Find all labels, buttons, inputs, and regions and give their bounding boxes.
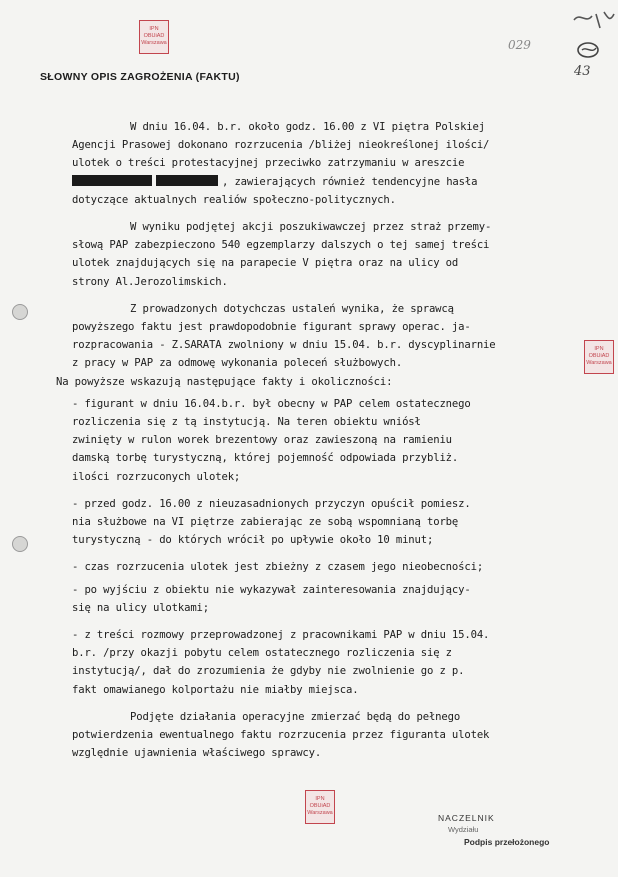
document-title: SŁOWNY OPIS ZAGROŻENIA (FAKTU) bbox=[40, 71, 240, 83]
list-item: - po wyjściu z obiektu nie wykazywał zainteresowania znajdujący- się na ulicy ulotkami; bbox=[72, 583, 471, 614]
paragraph-1: W dniu 16.04. b.r. około godz. 16.00 z VI piętra Polskiej Agencji Prasowej dokonano rozrzucenia /bliżej nieokreślonej ilości/ ulotek o treści protestacyjnej przeciwko zatrzymaniu w areszcie , zawierających również tendencyjne hasła dotyczące aktualnych realiów społeczno-politycznych. bbox=[72, 121, 490, 206]
document-body bbox=[56, 118, 594, 763]
ipn-stamp-bottom: IPN OBUiAD Warszawa bbox=[305, 790, 335, 824]
ipn-stamp-top: IPN OBUiAD Warszawa bbox=[139, 20, 169, 54]
list-item: - czas rozrzucenia ulotek jest zbieżny z czasem jego nieobecności; bbox=[72, 561, 484, 574]
archive-number-annotation: 029 bbox=[508, 38, 531, 52]
paragraph-2: W wyniku podjętej akcji poszukiwawczej przez straż przemy- słową PAP zabezpieczono 540 egzemplarzy dalszych o tej samej treści ulotek znajdujących się na parapecie V piętra oraz na ulicy od strony Al.Jerozolimskich. bbox=[72, 221, 492, 288]
punch-hole-top bbox=[12, 304, 28, 320]
signature-block bbox=[438, 812, 588, 848]
list-item: - przed godz. 16.00 z nieuzasadnionych przyczyn opuścił pomiesz. nia służbowe na VI piętrze zabierając ze sobą wspomnianą torbę turystyczną - do których wrócił po upływie około 10 minut; bbox=[72, 497, 471, 547]
paragraph-4: Podjęte działania operacyjne zmierzać będą do pełnego potwierdzenia ewentualnego faktu rozrzucenia przez figuranta ulotek względnie ujawnienia właściwego sprawcy. bbox=[72, 710, 490, 760]
page-number-annotation: 43 bbox=[574, 64, 591, 79]
punch-hole-bottom bbox=[12, 536, 28, 552]
list-item: - figurant w dniu 16.04.b.r. był obecny w PAP celem ostatecznego rozliczenia się z tą instytucją. Na teren obiektu wniósł zwinięty w rulon worek brezentowy oraz zawieszoną na ramieniu damską torbę turystyczną, której pojemność odpowiada przybliż. ilości rozrzuconych ulotek; bbox=[72, 397, 471, 483]
ipn-stamp-right: IPN OBUiAD Warszawa bbox=[584, 340, 614, 374]
redaction-block bbox=[72, 175, 152, 186]
signature-caption: Podpis przełożonego bbox=[464, 837, 550, 847]
list-item: - z treści rozmowy przeprowadzonej z pracownikami PAP w dniu 15.04. b.r. /przy okazji pobytu celem ostatecznego rozliczenia się z instytucją/, dał do zrozumienia że gdyby nie zwolnienie go z p. fakt omawianego kolportażu nie miałby miejsca. bbox=[72, 629, 490, 696]
paragraph-3: Z prowadzonych dotychczas ustaleń wynika, że sprawcą powyższego faktu jest prawdopodobnie figurant sprawy operac. ja- rozpracowania - Z.SARATA zwolniony w dniu 15.04. b.r. dyscyplinarnie z pracy w PAP za odmowę wykonania poleceń służbowych. Na powyższe wskazują następujące fakty i okoliczności: bbox=[56, 302, 496, 388]
signature-unit: Wydziału bbox=[448, 825, 479, 834]
redaction-block bbox=[156, 175, 218, 186]
handwritten-mark-icon bbox=[570, 6, 616, 62]
signature-title: NACZELNIK bbox=[438, 813, 495, 823]
